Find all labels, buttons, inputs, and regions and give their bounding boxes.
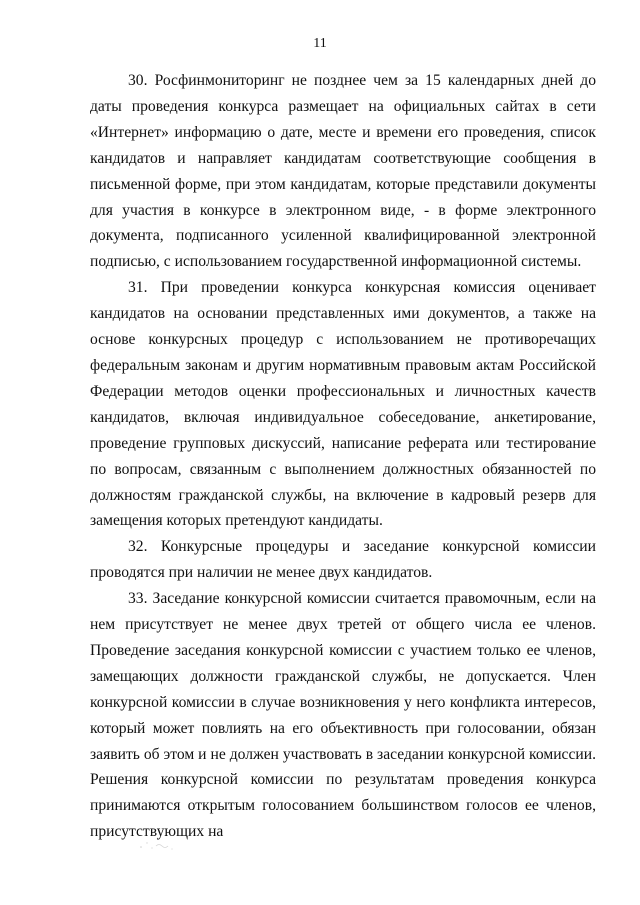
page-number: 11 bbox=[313, 36, 327, 51]
scan-smudge bbox=[138, 838, 178, 852]
paragraph-31: 31. При проведении конкурса конкурсная комиссия оценивает кандидатов на основании представленных ими документов, а также на основе конкурсных процедур с использованием не противоречащих федеральным законам и другим нормативным правовым актам Российской Федерации методов оценки профессиональных и личностных качеств кандидатов, включая индивидуальное собеседование, анкетирование, проведение групповых дискуссий, написание реферата или тестирование по вопросам, связанным с выполнением должностных обязанностей по должностям гражданской службы, на включение в кадровый резерв для замещения которых претендуют кандидаты. bbox=[90, 279, 596, 530]
paragraph-30: 30. Росфинмониторинг не позднее чем за 15 календарных дней до даты проведения конкурса размещает на официальных сайтах в сети «Интернет» информацию о дате, месте и времени его проведения, список кандидатов и направляет кандидатам соответствующие сообщения в письменной форме, при этом кандидатам, которые представили документы для участия в конкурсе в электронном виде, - в форме электронного документа, подписанного усиленной квалифицированной электронной подписью, с использованием государственной информационной системы. bbox=[90, 72, 596, 271]
paragraph-32: 32. Конкурсные процедуры и заседание конкурсной комиссии проводятся при наличии не менее двух кандидатов. bbox=[90, 538, 596, 582]
scan-noise-mark bbox=[138, 838, 178, 852]
body-text bbox=[90, 68, 596, 845]
paragraph-33: 33. Заседание конкурсной комиссии считается правомочным, если на нем присутствует не менее двух третей от общего числа ее членов. Проведение заседания конкурсной комиссии с участием только ее членов, замещающих должности гражданской службы, не допускается. Член конкурсной комиссии в случае возникновения у него конфликта интересов, который может повлиять на его объективность при голосовании, обязан заявить об этом и не должен участвовать в заседании конкурсной комиссии. Решения конкурсной комиссии по результатам проведения конкурса принимаются открытым голосованием большинством голосов ее членов, присутствующих на bbox=[90, 590, 596, 841]
